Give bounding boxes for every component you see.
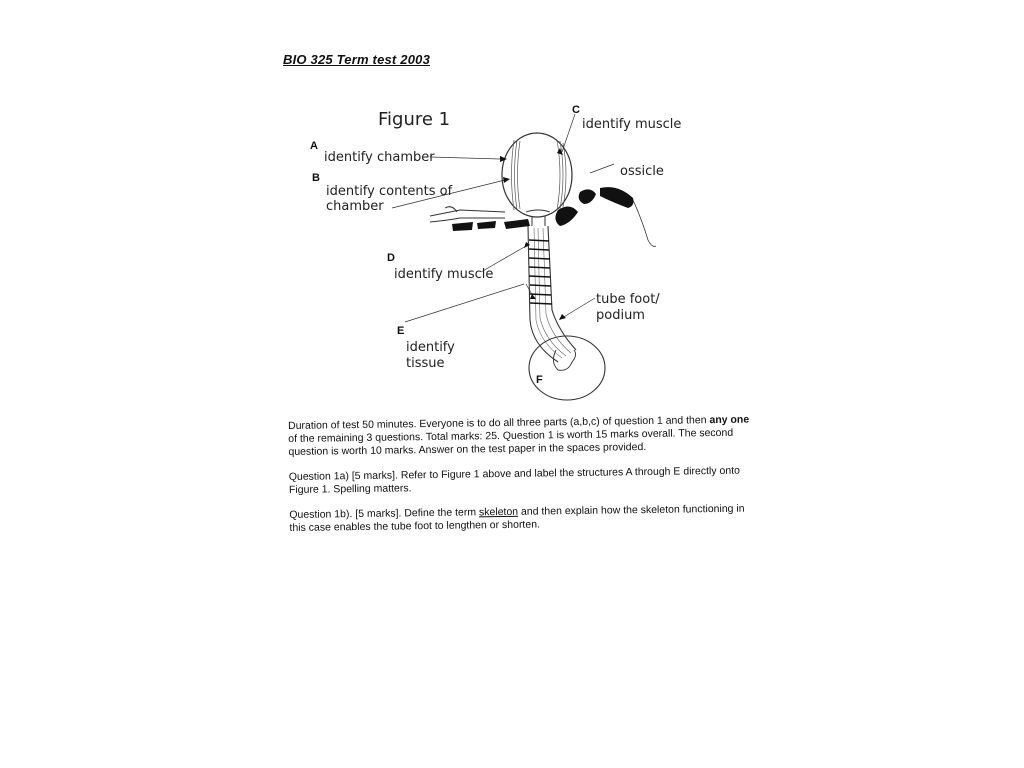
sucker-disc	[529, 336, 605, 400]
instructions-paragraph	[288, 413, 758, 459]
test-title: BIO 325 Term test 2003	[283, 52, 430, 67]
right-ossicles	[555, 187, 633, 226]
label-a-letter: A	[310, 140, 318, 152]
radial-canal	[430, 210, 505, 216]
ampulla-muscle-lines	[512, 140, 567, 210]
emphasis-any: any	[709, 413, 728, 427]
question-1a: Question 1a) [5 marks]. Refer to Figure 1 above and label the structures A through E directly onto Figure 1. Spelling matters.	[288, 464, 741, 496]
question-1b-text-1: Question 1b). [5 marks]. Define the term	[289, 506, 480, 521]
label-b-line1: identify contents of	[326, 184, 453, 199]
test-instructions	[288, 413, 760, 547]
instructions-text-2: of the remaining 3 questions. Total marks: 25. Question 1 is worth 15 marks overall. The second question is worth 10 marks. Answer on the test paper in the spaces provided.	[288, 426, 734, 458]
figure-1	[300, 100, 680, 420]
term-skeleton: skeleton	[478, 505, 519, 519]
label-tube-foot-line1: tube foot/	[596, 292, 660, 307]
question-1b	[289, 502, 759, 535]
instructions-text-1: Duration of test 50 minutes. Everyone is to do all three parts (a,b,c) of question 1 and then	[288, 414, 710, 432]
emphasis-one: one	[730, 413, 750, 426]
label-e-line1: identify	[406, 340, 455, 355]
question-1b-text-2: and then explain how the skeleton functioning in this case enables the tube foot to lengthen or shorten.	[289, 502, 745, 534]
figure-caption: Figure 1	[378, 109, 451, 130]
label-a-text: identify chamber	[324, 150, 435, 165]
ampulla-chamber	[502, 133, 572, 217]
label-c-letter: C	[572, 104, 580, 116]
label-d-text: identify muscle	[394, 267, 494, 282]
label-tube-foot-line2: podium	[596, 308, 645, 323]
label-f-letter: F	[536, 374, 543, 386]
label-e-letter: E	[397, 325, 405, 337]
label-e-line2: tissue	[406, 356, 445, 371]
circular-muscle-rings	[529, 240, 552, 304]
tube-foot-diagram	[300, 100, 680, 420]
left-ossicles	[452, 219, 530, 231]
label-ossicle: ossicle	[620, 164, 664, 179]
label-d-letter: D	[387, 252, 395, 264]
label-b-line2: chamber	[326, 199, 384, 214]
label-c-text: identify muscle	[582, 117, 682, 132]
label-b-letter: B	[312, 172, 320, 184]
